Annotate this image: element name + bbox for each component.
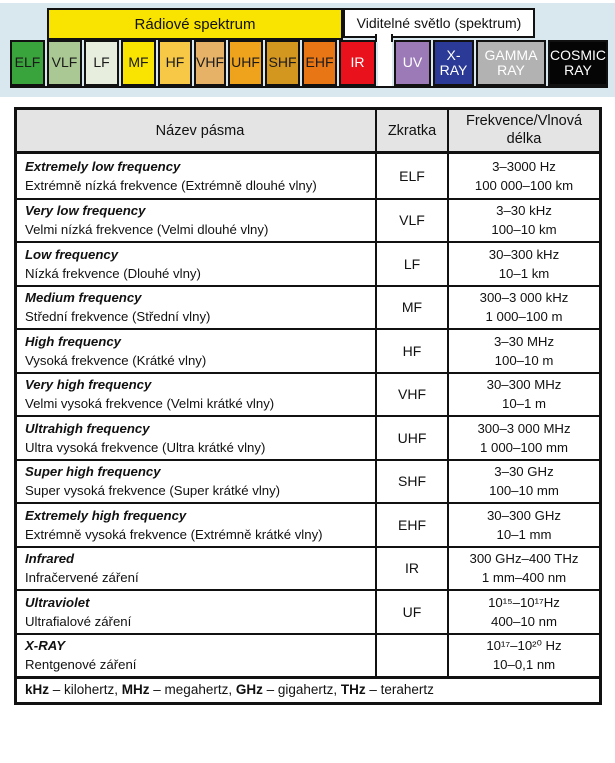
wavelength-range: 1 000–100 m [485, 309, 563, 325]
band-name-english: Low frequency [25, 246, 119, 262]
spectrum-band-cosmic-ray: COSMIC RAY [548, 40, 608, 86]
band-name-czech: Ultra vysoká frekvence (Ultra krátké vlny) [25, 439, 266, 455]
col-header-abbr: Zkratka [377, 110, 449, 151]
band-name-english: Infrared [25, 551, 75, 567]
table-row-mf [17, 285, 599, 329]
frequency-range: 10¹⁷–10²⁰ Hz [486, 638, 562, 654]
footnote-segment: – kilohertz, [49, 682, 122, 697]
frequency-cell [449, 287, 599, 329]
footnote-segment: MHz [121, 682, 150, 697]
abbreviation-cell: UF [377, 591, 449, 633]
band-name-czech: Velmi nízká frekvence (Velmi dlouhé vlny) [25, 222, 269, 238]
band-name-czech: Extrémně vysoká frekvence (Extrémně krátké vlny) [25, 526, 323, 542]
wavelength-range: 100–10 mm [489, 483, 559, 499]
footnote-segment: THz [340, 682, 366, 697]
band-name-czech: Rentgenové záření [25, 657, 137, 673]
wavelength-range: 10–1 mm [496, 526, 552, 542]
frequency-range: 300 GHz–400 THz [469, 551, 579, 567]
band-name-cell [17, 200, 377, 242]
col-header-freq: Frekvence/Vlnová délka [465, 113, 583, 147]
frequency-cell [449, 635, 599, 677]
frequency-range: 3–30 kHz [496, 203, 552, 219]
band-name-english: Ultraviolet [25, 594, 90, 610]
abbreviation-cell: MF [377, 287, 449, 329]
wavelength-range: 100 000–100 km [474, 177, 574, 193]
wavelength-range: 100–10 m [494, 352, 554, 368]
frequency-range: 3–30 MHz [493, 333, 555, 349]
abbreviation-cell: EHF [377, 504, 449, 546]
frequency-range: 300–3 000 kHz [479, 290, 569, 306]
abbreviation-cell: IR [377, 548, 449, 590]
abbreviation-cell [377, 635, 449, 677]
band-name-english: Very low frequency [25, 203, 146, 219]
frequency-cell [449, 504, 599, 546]
visible-light-gap [378, 40, 392, 86]
band-name-cell [17, 374, 377, 416]
wavelength-range: 10–0,1 nm [492, 657, 556, 673]
table-body [17, 154, 599, 676]
spectrum-band-lf: LF [84, 40, 119, 86]
wavelength-range: 1 000–100 mm [480, 439, 568, 455]
frequency-range: 10¹⁵–10¹⁷Hz [488, 594, 560, 610]
table-row-hf [17, 328, 599, 372]
table-footnote [17, 676, 599, 702]
frequency-cell [449, 200, 599, 242]
band-name-czech: Infračervené záření [25, 570, 139, 586]
band-name-english: Very high frequency [25, 377, 152, 393]
band-name-czech: Extrémně nízká frekvence (Extrémně dlouhé vlny) [25, 177, 317, 193]
footnote-segment: GHz [235, 682, 263, 697]
band-name-english: Ultrahigh frequency [25, 420, 150, 436]
spectrum-band-gamma-ray: GAMMA RAY [476, 40, 546, 86]
visible-light-label: Viditelné světlo (spektrum) [343, 8, 535, 38]
table-row-elf [17, 154, 599, 198]
frequency-cell [449, 243, 599, 285]
wavelength-range: 10–1 m [502, 396, 546, 412]
band-name-czech: Super vysoká frekvence (Super krátké vlny) [25, 483, 281, 499]
frequency-table [14, 107, 602, 705]
table-row-vhf [17, 372, 599, 416]
spectrum-band-uhf: UHF [228, 40, 263, 86]
spectrum-band-ehf: EHF [302, 40, 337, 86]
spectrum-band-vlf: VLF [47, 40, 82, 86]
footnote-segment: – terahertz [365, 682, 434, 697]
frequency-range: 3–30 GHz [494, 464, 554, 480]
spectrum-bar [10, 40, 608, 88]
spectrum-band-x-ray: X-RAY [433, 40, 474, 86]
band-name-english: Extremely low frequency [25, 158, 181, 174]
wavelength-range: 1 mm–400 nm [481, 570, 567, 586]
frequency-range: 30–300 kHz [488, 246, 560, 262]
frequency-cell [449, 417, 599, 459]
frequency-cell [449, 548, 599, 590]
abbreviation-cell: LF [377, 243, 449, 285]
spectrum-band-hf: HF [158, 40, 192, 86]
table-row-lf [17, 241, 599, 285]
frequency-cell [449, 461, 599, 503]
frequency-range: 30–300 MHz [486, 377, 562, 393]
footnote-segment: – gigahertz, [262, 682, 341, 697]
band-name-cell [17, 417, 377, 459]
band-name-cell [17, 461, 377, 503]
abbreviation-cell: HF [377, 330, 449, 372]
band-name-cell [17, 330, 377, 372]
frequency-cell [449, 591, 599, 633]
table-row-shf [17, 459, 599, 503]
frequency-cell [449, 374, 599, 416]
abbreviation-cell: VLF [377, 200, 449, 242]
wavelength-range: 100–10 km [491, 222, 557, 238]
band-name-cell [17, 287, 377, 329]
band-name-czech: Ultrafialové záření [25, 613, 132, 629]
band-name-cell [17, 635, 377, 677]
table-row-uhf [17, 415, 599, 459]
band-name-english: X-RAY [25, 638, 66, 654]
band-name-english: High frequency [25, 333, 121, 349]
band-name-czech: Velmi vysoká frekvence (Velmi krátké vlny) [25, 396, 275, 412]
radio-spectrum-label: Rádiové spektrum [47, 8, 343, 40]
spectrum-band-mf: MF [121, 40, 156, 86]
wavelength-range: 400–10 nm [491, 613, 557, 629]
frequency-cell [449, 154, 599, 198]
table-row-ir [17, 546, 599, 590]
spectrum-band-vhf: VHF [194, 40, 226, 86]
table-row-ehf [17, 502, 599, 546]
frequency-range: 300–3 000 MHz [477, 420, 571, 436]
band-name-english: Extremely high frequency [25, 507, 187, 523]
visible-light-pointer [375, 34, 393, 42]
spectrum-band-shf: SHF [265, 40, 300, 86]
frequency-cell [449, 330, 599, 372]
band-name-czech: Nízká frekvence (Dlouhé vlny) [25, 265, 201, 281]
band-name-cell [17, 548, 377, 590]
table-row-x-ray [17, 633, 599, 677]
band-name-cell [17, 591, 377, 633]
band-name-english: Medium frequency [25, 290, 142, 306]
footnote-segment: kHz [25, 682, 50, 697]
spectrum-band-uv: UV [394, 40, 431, 86]
wavelength-range: 10–1 km [498, 265, 550, 281]
spectrum-band-elf: ELF [10, 40, 45, 86]
frequency-range: 30–300 GHz [486, 507, 562, 523]
frequency-range: 3–3000 Hz [492, 158, 556, 174]
band-name-czech: Střední frekvence (Střední vlny) [25, 309, 211, 325]
band-name-cell [17, 154, 377, 198]
col-header-name: Název pásma [17, 110, 377, 151]
spectrum-band-ir: IR [339, 40, 376, 86]
abbreviation-cell: VHF [377, 374, 449, 416]
table-row-vlf [17, 198, 599, 242]
table-row-uf [17, 589, 599, 633]
abbreviation-cell: UHF [377, 417, 449, 459]
band-name-cell [17, 243, 377, 285]
footnote-segment: – megahertz, [149, 682, 236, 697]
band-name-czech: Vysoká frekvence (Krátké vlny) [25, 352, 207, 368]
band-name-cell [17, 504, 377, 546]
table-header-row [17, 110, 599, 154]
band-name-english: Super high frequency [25, 464, 161, 480]
abbreviation-cell: ELF [377, 154, 449, 198]
abbreviation-cell: SHF [377, 461, 449, 503]
